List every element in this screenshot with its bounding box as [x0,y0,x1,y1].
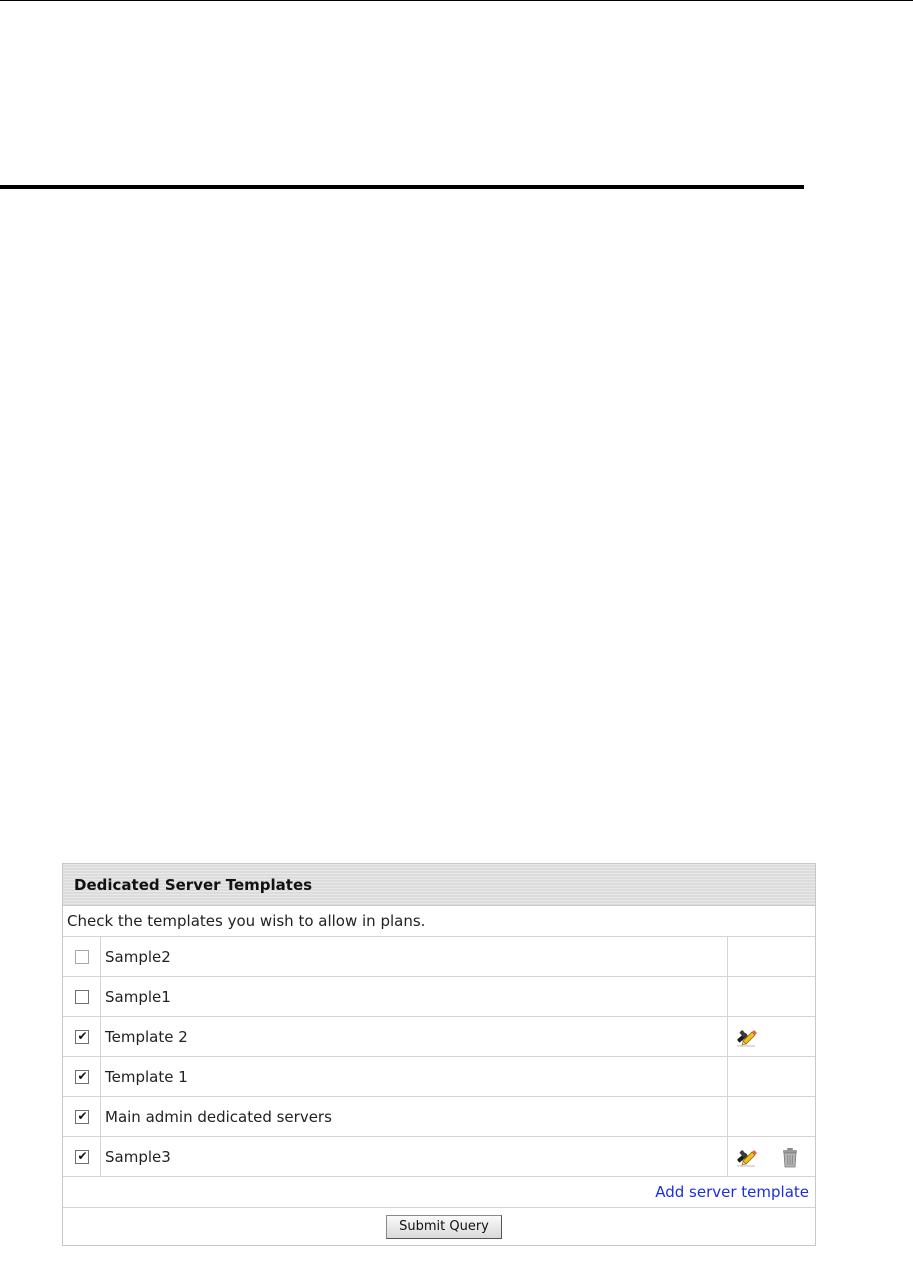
checkmark-icon: ✔ [77,1068,88,1083]
edit-icon[interactable] [734,1145,758,1169]
submit-row [63,1208,815,1245]
template-row [63,937,815,977]
template-name: Template 1 [101,1057,728,1096]
actions-cell [728,937,815,976]
add-link-row [63,1177,815,1208]
template-name: Sample3 [101,1137,728,1176]
add-server-template-link[interactable]: Add server template [655,1183,809,1201]
checkbox-cell [63,1137,101,1176]
checkbox-cell [63,977,101,1016]
panel-title: Dedicated Server Templates [63,864,815,906]
actions-cell [728,1137,815,1176]
delete-icon[interactable] [778,1145,802,1169]
checkmark-icon: ✔ [77,1108,88,1123]
template-row [63,977,815,1017]
allow-template-checkbox[interactable] [75,1030,89,1044]
checkmark-icon: ✔ [77,1148,88,1163]
template-row [63,1137,815,1177]
actions-cell [728,1097,815,1136]
allow-template-checkbox[interactable] [75,950,89,964]
checkbox-cell [63,937,101,976]
dedicated-server-templates-panel [62,863,816,1246]
actions-cell [728,977,815,1016]
template-name: Template 2 [101,1017,728,1056]
template-name: Sample1 [101,977,728,1016]
panel-instruction: Check the templates you wish to allow in plans. [63,906,815,937]
actions-cell [728,1017,815,1056]
template-list [63,937,815,1177]
top-rule [0,0,913,1]
document-divider-rule [0,185,804,189]
checkbox-cell [63,1057,101,1096]
checkbox-cell [63,1017,101,1056]
template-name: Main admin dedicated servers [101,1097,728,1136]
template-row [63,1057,815,1097]
submit-query-button[interactable]: Submit Query [386,1215,502,1239]
template-name: Sample2 [101,937,728,976]
template-row [63,1017,815,1057]
actions-cell [728,1057,815,1096]
checkmark-icon: ✔ [77,1028,88,1043]
edit-icon[interactable] [734,1025,758,1049]
allow-template-checkbox[interactable] [75,1070,89,1084]
allow-template-checkbox[interactable] [75,1110,89,1124]
checkbox-cell [63,1097,101,1136]
allow-template-checkbox[interactable] [75,990,89,1004]
template-row [63,1097,815,1137]
allow-template-checkbox[interactable] [75,1150,89,1164]
